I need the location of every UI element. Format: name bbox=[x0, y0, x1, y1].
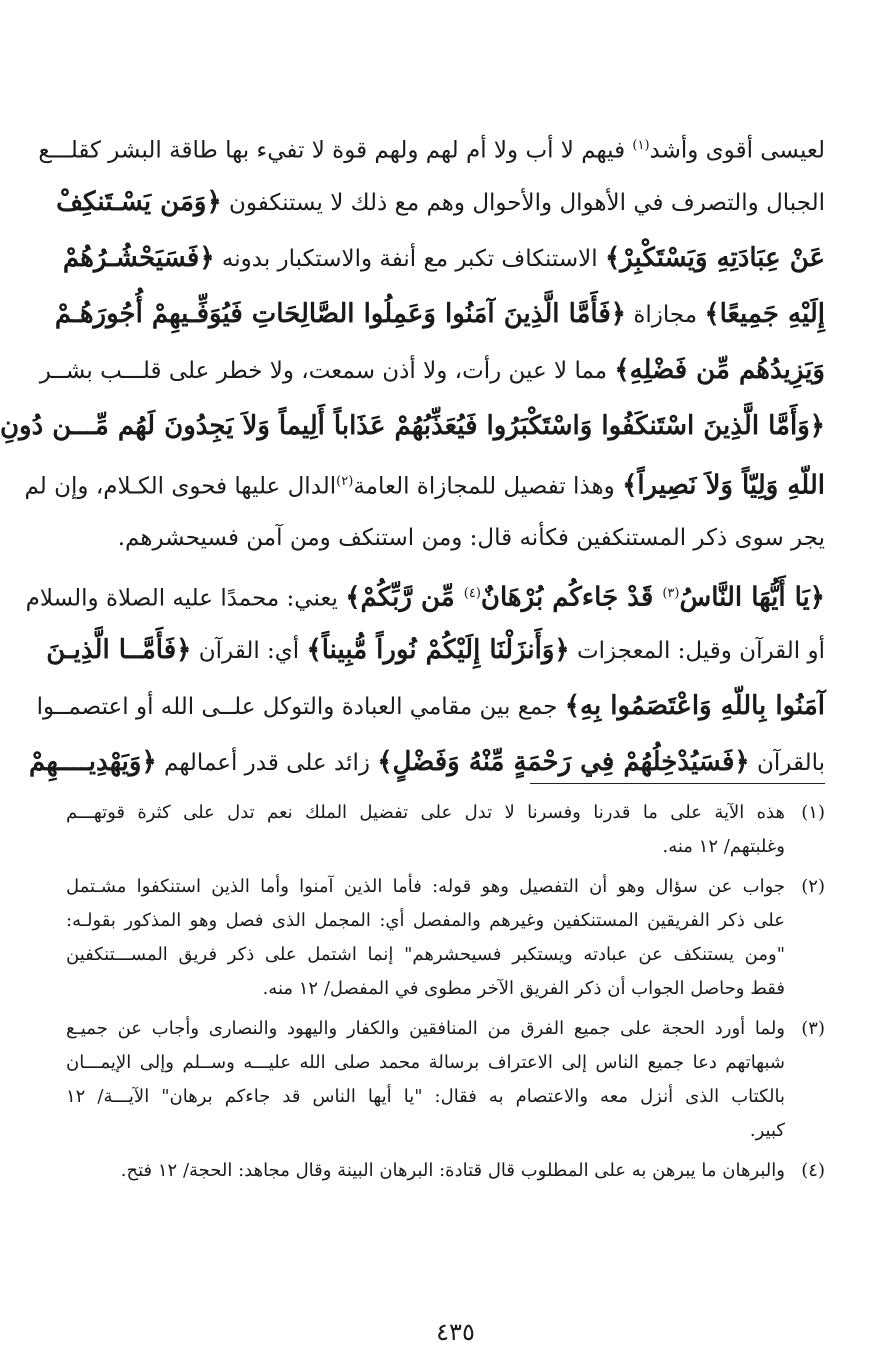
footnote-number: (٣) bbox=[801, 1018, 825, 1039]
text-line bbox=[66, 510, 825, 566]
footnote-line: "ومن يستنكف عن عبادته ويستكبر فسيحشرهم" إنما اشتمل على ذكر فريق المســـتنكفين bbox=[66, 944, 785, 965]
commentary-text: الاستنكاف تكبر مع أنفة والاستكبار بدونه bbox=[214, 246, 605, 272]
text-line bbox=[38, 118, 825, 174]
commentary-text: يعني: محمدًا عليه الصلاة والسلام bbox=[25, 585, 346, 612]
main-text bbox=[0, 118, 825, 790]
commentary-text: يجر سوى ذكر المستنكفين فكأنه قال: ومن استنكف ومن آمن فسيحشرهم. bbox=[117, 525, 825, 551]
quran-verse: عَنْ عِبَادَتِهِ وَيَسْتَكْبِرْ﴾ bbox=[604, 243, 825, 273]
text-line bbox=[25, 566, 825, 622]
commentary-text: الجبال والتصرف في الأهوال والأحوال وهم مع ذلك لا يستنكفون bbox=[221, 190, 825, 216]
footnote-line: كبير. bbox=[749, 1120, 785, 1141]
commentary-text: جمع بين مقامي العبادة والتوكل علــى الله أو اعتصمــوا bbox=[36, 694, 565, 720]
footnote-line: شبهاتهم دعا جميع الناس إلى الاعتراف برسالة محمد صلى الله عليـــه وســلم وإلى الإيمـــان bbox=[66, 1052, 785, 1073]
quran-verse: قَدْ جَاءكُم بُرْهَانٌ bbox=[480, 582, 663, 613]
footnote-ref: (٢) bbox=[336, 474, 354, 489]
footnote-number: (١) bbox=[801, 802, 825, 823]
footnote bbox=[66, 870, 825, 1006]
text-line bbox=[29, 734, 825, 790]
footnote-number: (٢) bbox=[801, 876, 825, 897]
quran-verse: اللّهِ وَلِيّاً وَلاَ نَصِيراً﴾ bbox=[622, 470, 825, 501]
footnote-line: بالكتاب الذى أنزل معه والاعتصام به فقال: "يا أيها الناس قد جاءكم برهان" الآيـــة/ ١٢ bbox=[66, 1086, 785, 1107]
footnote-line: والبرهان ما يبرهن به على المطلوب قال قتادة: البرهان البينة وقال مجاهد: الحجة/ ١٢ فتح. bbox=[120, 1160, 785, 1181]
footnote-line: ولما أورد الحجة على جميع الفرق من المنافقين والكفار واليهود والنصارى وأجاب عن جميـع bbox=[66, 1018, 785, 1039]
footnote-line: جواب عن سؤال وهو أن التفصيل وهو قوله: فأما الذين آمنوا وأما الذين استنكفوا مشـتمل bbox=[66, 876, 785, 897]
text-line bbox=[46, 622, 825, 678]
quran-verse: إِلَيْهِ جَمِيعًا﴾ bbox=[704, 299, 825, 329]
text-line bbox=[36, 678, 825, 734]
commentary-text: لعيسى أقوى وأشد bbox=[649, 137, 825, 164]
quran-verse: ﴿فَسَيُدْخِلُهُمْ فِي رَحْمَةٍ مِّنْهُ وَفَضْلٍ﴾ bbox=[377, 747, 750, 777]
footnote-number: (٤) bbox=[801, 1160, 825, 1181]
footnote-ref: (١) bbox=[632, 138, 650, 153]
commentary-text: مجازاة bbox=[626, 302, 705, 328]
footnote-line: هذه الآية على ما قدرنا وفسرنا لا تدل على تفضيل الملك نعم تدل على كثرة قوتهـــم bbox=[66, 802, 785, 823]
commentary-text: بالقرآن bbox=[749, 750, 825, 776]
commentary-text: أي: القرآن bbox=[191, 638, 307, 664]
quran-verse: ﴿وَأَنزَلْنَا إِلَيْكُمْ نُوراً مُّبِيناً﴾ bbox=[306, 635, 570, 665]
page-number: ٤٣٥ bbox=[436, 1318, 475, 1346]
footnote-divider bbox=[530, 783, 825, 784]
quran-verse: ﴿يَا أَيُّهَا النَّاسُ bbox=[679, 582, 825, 613]
footnote-ref: (٤) bbox=[463, 586, 481, 601]
commentary-text: زائد على قدر أعمالهم bbox=[156, 750, 378, 776]
quran-verse: وَيَزِيدُهُم مِّن فَضْلِهِ﴾ bbox=[614, 355, 825, 385]
footnote-line: فقط وحاصل الجواب أن ذكر الفريق الآخر مطوى في المفصل/ ١٢ منه. bbox=[262, 978, 785, 999]
commentary-text: فيهم لا أب ولا أم لهم ولهم قوة لا تفيء بها طاقة البشر كقلـــع bbox=[38, 137, 633, 164]
commentary-text: الدال عليها فحوى الكـلام، وإن لم bbox=[24, 473, 337, 500]
quran-verse: ﴿وَأَمَّا الَّذِينَ اسْتَنكَفُوا وَاسْتَكْبَرُوا فَيُعَذِّبُهُمْ عَذَاباً أَلِيماً وَلاَ يَجِدُونَ لَهُم مِّـــن دُونِ bbox=[0, 411, 825, 441]
text-line bbox=[39, 342, 825, 398]
footnote-line: على ذكر الفريقين المستنكفين وغيرهم والمفصل أي: المجمل الذى فصل وهو المذكور بقولـه: bbox=[66, 910, 785, 931]
quran-verse: آمَنُوا بِاللّهِ وَاعْتَصَمُوا بِهِ﴾ bbox=[564, 691, 825, 721]
text-line bbox=[62, 230, 825, 286]
text-line bbox=[0, 398, 825, 454]
footnote bbox=[66, 1012, 825, 1148]
footnote bbox=[66, 796, 825, 864]
quran-verse: ﴿وَيَهْدِيــــهِمْ bbox=[29, 747, 157, 777]
footnote-line: وغلبتهم/ ١٢ منه. bbox=[662, 836, 785, 857]
quran-verse: ﴿وَمَن يَسْـتَنكِفْ bbox=[56, 187, 222, 217]
commentary-text: وهذا تفصيل للمجازاة العامة bbox=[353, 473, 623, 500]
quran-verse: مِّن رَّبِّكُمْ﴾ bbox=[345, 582, 464, 613]
text-line bbox=[56, 174, 825, 230]
footnote-ref: (٣) bbox=[662, 586, 680, 601]
text-line bbox=[24, 454, 825, 510]
footnote bbox=[66, 1154, 825, 1188]
footnotes bbox=[66, 796, 825, 1194]
text-line bbox=[54, 286, 825, 342]
quran-verse: ﴿فَسَيَحْشُـرُهُمْ bbox=[62, 243, 215, 273]
commentary-text: مما لا عين رأت، ولا أذن سمعت، ولا خطر على قلـــب بشــر bbox=[39, 358, 615, 384]
quran-verse: ﴿فَأَمَّــا الَّذِيـنَ bbox=[46, 635, 192, 665]
quran-verse: ﴿فَأَمَّا الَّذِينَ آمَنُوا وَعَمِلُوا الصَّالِحَاتِ فَيُوَفِّـيهِمْ أُجُورَهُـمْ bbox=[54, 299, 627, 329]
commentary-text: أو القرآن وقيل: المعجزات bbox=[569, 638, 825, 664]
